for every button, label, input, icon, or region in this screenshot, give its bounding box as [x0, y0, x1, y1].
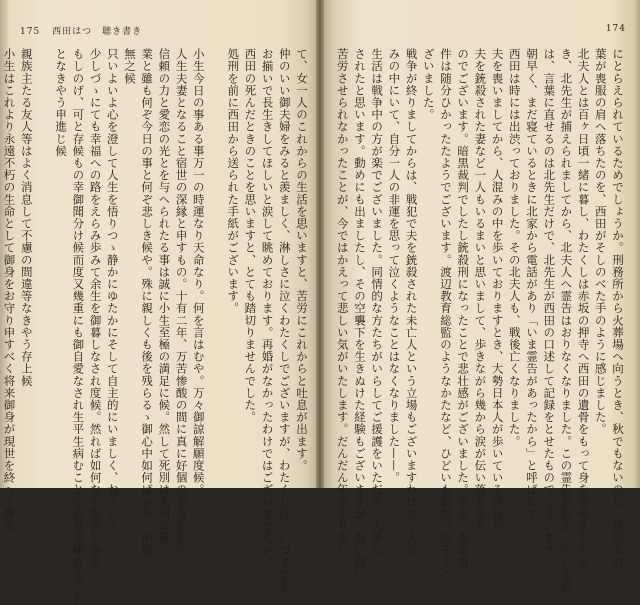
right-page-header — [606, 24, 626, 34]
running-head: 西田はつ 聴き書き — [52, 27, 142, 37]
right-line: は、言葉に直せるのは北先生だけで、北先生が西田の口述して記録をとせたものでございます。 — [540, 48, 557, 468]
right-page — [320, 0, 640, 488]
right-line: 葉が喪服の肩へ落ちたのを、西田がそしのべた手のように感じました。 — [592, 48, 609, 468]
left-line: 仲のいい御夫婦をみると羨ましく、淋しさに泣くわたくしでございますが、わたくしは、いつまでも — [276, 48, 293, 468]
left-page-text — [20, 48, 310, 468]
left-line: て、女一人のこれからの生活を思いますと、苦労にこれからと吐息が出ます。 — [293, 48, 310, 468]
left-line: 人生夫妻となること宿世の深縁と申すもの。十有二年、万苦惨酸の間に真に好個の半身として — [172, 48, 189, 468]
book-gutter — [316, 0, 324, 488]
right-page-number: 174 — [606, 24, 626, 34]
right-page-text — [336, 48, 626, 468]
right-line: のでございます。暗黒裁判でしたし銃殺刑になったことで悲壮感がございました。でも、あの事 — [454, 48, 471, 468]
left-line: 西田の死んだときのことを思いますと、とても踏切りませんでした。 — [241, 48, 258, 468]
right-line: ざいました。 — [420, 48, 437, 468]
right-line: みの中にいて、自分一人の非運を思って泣くようなことはなくなりました——。 — [385, 48, 402, 468]
left-line: お揃いで長生きしてほしいと涙して眺めております。再婚がなかったわけではございませんが、 — [258, 48, 275, 468]
left-page-number: 175 — [20, 27, 40, 37]
right-line: にとらえられているためでしょうか。刑務所から火葬場へ向うとき、秋でもないのに一枚の木の — [609, 48, 626, 468]
right-line: 生活は戦争中の方が楽でございました。同情的な方たちがいらしてご援護をいただき、大事に — [368, 48, 385, 468]
right-line: 夫を銃殺された妻など一人もいるまいと思いまして、歩きながら幾から涙が伝い落ちたも — [471, 48, 488, 468]
right-line: 苦労させられなかったことが、今ではかえって悲しい気がいたします。だんだん年をとりまし — [334, 48, 351, 468]
left-page-header — [20, 24, 142, 37]
left-line: 小生今日の事ある事万一の時運なり天命なり。何を言はむや。万々御諒解願度候。 — [190, 48, 207, 468]
left-line — [35, 48, 52, 468]
left-line: 業と雖も何ぞ今日の事と何ぞ悲しき候や。殊に親しくも後を残らるゝ御心中如何ばかり、申訳 — [138, 48, 155, 468]
left-line: 親族主たる友人等はよく消息して不慮の間違等なきやう存上候 — [18, 48, 35, 468]
left-line: もしのげ、可と存候もの幸御聞分け候而度又幾重にも御自愛なされ生平生病むことに心身を痛むること — [69, 48, 86, 468]
left-line: 小生はこれより永遠不朽の生命として御身をお守り申すべく将来御身が現世を終へて御出 — [0, 48, 17, 468]
right-line: 戦争が終りましてからは、戦犯で夫を銃殺された未亡人という立場もございますわけで、人ご — [402, 48, 419, 468]
right-line: 件は随分ひかったたようでございます。渡辺教育総監のようなかたなど、ひどいものだったそうご — [437, 48, 454, 468]
right-line: 北夫人とは百ヶ日頃一緒に暮し、わたくしは赤坂の押寺へ西田の遺骨をもって身を寄せましたと — [574, 48, 591, 468]
left-line: 無之候 — [121, 48, 138, 468]
right-line: き、北先生が捕えられましてから、北夫人へ霊告はおりなくなりました。この霊告がわかっているの — [557, 48, 574, 468]
left-page — [0, 0, 320, 488]
left-line: 只いよいよ心を澄して人生を悟りつゝ静かにゆたかにそして自主的にいましく、おゝしく — [104, 48, 121, 468]
left-line: 少しづゝにても幸福への路をえらみ歩みて余生を御暮しなされ度候。然れば如何ならむ苦しみを — [86, 48, 103, 468]
right-line: 夫を喪いましてから、人混みの中を歩いておりますとき、大勢日本人が歩いているけれど、 — [488, 48, 505, 468]
left-line — [207, 48, 224, 468]
right-line: されたと思います。動めにも出ましたし、その空襲下を生きぬけた経験もございますが、若い間に — [351, 48, 368, 468]
left-line: 処刑を前に西田から送られた手紙がございます。 — [224, 48, 241, 468]
right-line: 西田は時には出渋っておりました。その北夫人も、戦後亡くなりました。 — [506, 48, 523, 468]
left-line: となきやう申進じ候 — [52, 48, 69, 468]
right-line: 朝早く、まだ寝ているときに北家から電話があり「いま霊告があったから」と呼ばれて、 — [523, 48, 540, 468]
left-line: 信頼の力と愛恋の光とを与へられたる事は誠に小生至極の満足に候。然して死別は人間の常 — [155, 48, 172, 468]
